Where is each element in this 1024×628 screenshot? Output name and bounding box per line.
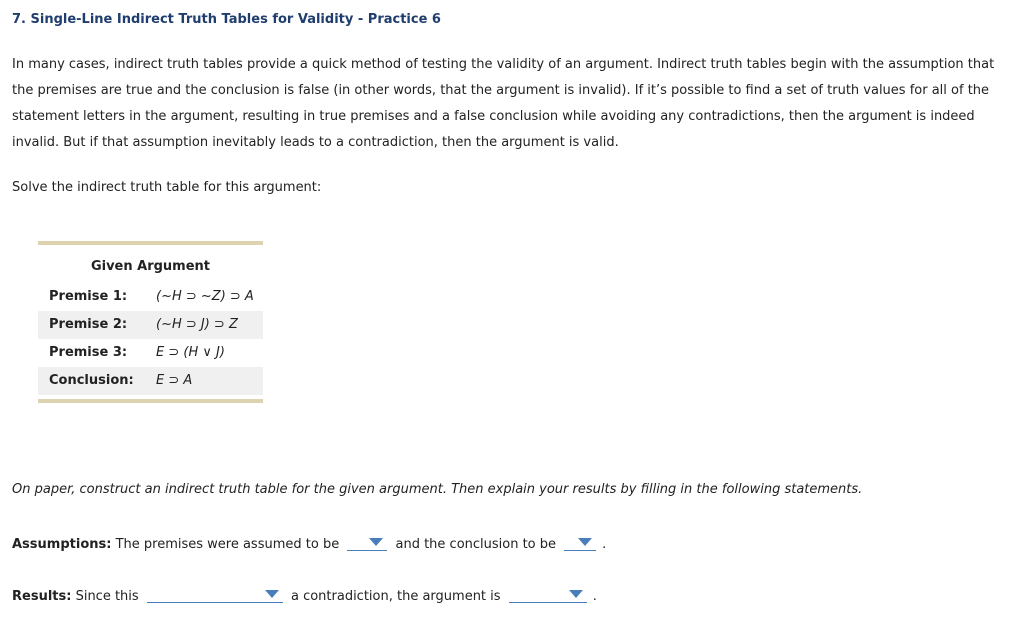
intro-paragraph (12, 52, 1016, 156)
results-period: . (592, 589, 597, 604)
assumptions-text-1: The premises were assumed to be (115, 537, 340, 552)
premise-1-label: Premise 1: (49, 289, 128, 304)
premise-3-expression: E ⊃ (H ∨ J) (156, 345, 225, 360)
assumptions-text-2: and the conclusion to be (395, 537, 557, 552)
results-statement (12, 586, 597, 606)
premise-2-label: Premise 2: (49, 317, 128, 332)
chevron-down-icon (265, 590, 279, 598)
intro-line: statement letters in the argument, resulting in true premises and a false conclusion while avoiding any contradictions, then the argument is indeed (12, 109, 975, 124)
contradiction-dropdown[interactable] (147, 586, 283, 603)
argument-table (38, 241, 263, 403)
conclusion-row (38, 367, 263, 395)
assumptions-label: Assumptions: (12, 537, 112, 552)
premise-1-expression: (~H ⊃ ~Z) ⊃ A (156, 289, 254, 304)
premise-2-expression: (~H ⊃ J) ⊃ Z (156, 317, 238, 332)
validity-dropdown[interactable] (509, 586, 587, 603)
premise-2-row (38, 311, 263, 339)
premises-truth-dropdown[interactable] (347, 534, 387, 551)
chevron-down-icon (369, 538, 383, 546)
intro-line: invalid. But if that assumption inevitably leads to a contradiction, then the argument is valid. (12, 135, 619, 150)
results-text-1: Since this (75, 589, 139, 604)
solve-prompt: Solve the indirect truth table for this argument: (12, 180, 322, 195)
assumptions-period: . (602, 537, 607, 552)
instructions-text: On paper, construct an indirect truth table for the given argument. Then explain your results by filling in the following statements. (12, 482, 863, 497)
premise-3-row (38, 339, 263, 367)
results-text-2: a contradiction, the argument is (290, 589, 501, 604)
chevron-down-icon (569, 590, 583, 598)
conclusion-expression: E ⊃ A (156, 373, 193, 388)
results-label: Results: (12, 589, 72, 604)
page-title: 7. Single-Line Indirect Truth Tables for Validity - Practice 6 (12, 12, 441, 27)
chevron-down-icon (578, 538, 592, 546)
assumptions-statement (12, 534, 606, 554)
intro-line: the premises are true and the conclusion is false (in other words, that the argument is invalid). If it’s possible to find a set of truth values for all of the (12, 83, 990, 98)
intro-line: In many cases, indirect truth tables provide a quick method of testing the validity of an argument. Indirect truth tables begin with the assumption that (12, 57, 995, 72)
conclusion-truth-dropdown[interactable] (564, 534, 596, 551)
argument-caption: Given Argument (90, 259, 211, 274)
premise-3-label: Premise 3: (49, 345, 128, 360)
premise-1-row (38, 283, 263, 311)
conclusion-label: Conclusion: (49, 373, 134, 388)
